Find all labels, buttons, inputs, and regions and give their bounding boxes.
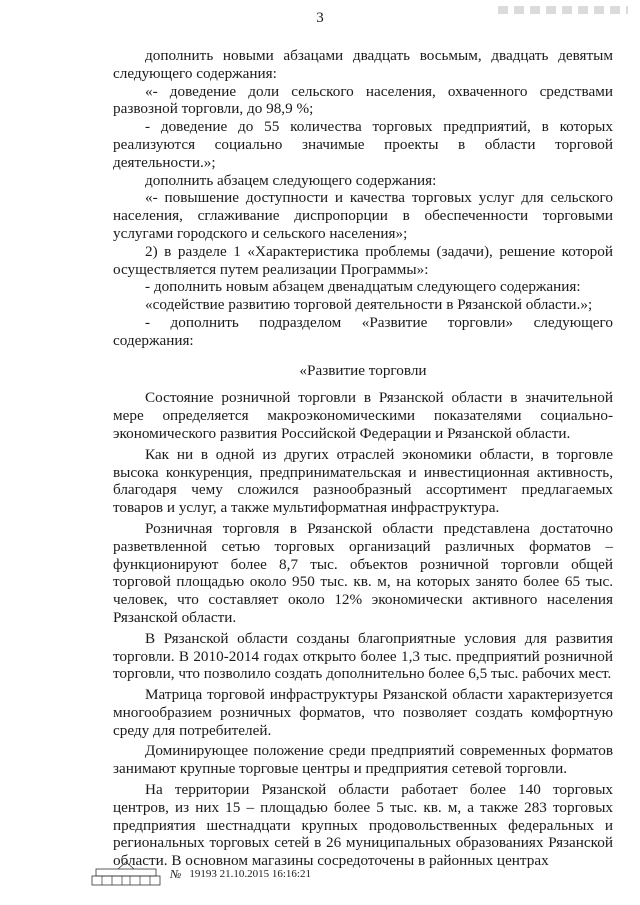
paragraph: На территории Рязанской области работает более 140 торговых центров, из них 15 – площадью более 5 тыс. кв. м, а также 283 торговых предприятия шестнадцати крупных продовольственных федеральных и региональных торговых сетей в 26 муниципальных образованиях Рязанской области. В основном магазины сосредоточены в районных центрах (113, 781, 613, 870)
paragraph: Доминирующее положение среди предприятий современных форматов занимают крупные торговые центры и предприятия сетевой торговли. (113, 742, 613, 778)
paragraph: 2) в разделе 1 «Характеристика проблемы (задачи), решение которой осуществляется путем реализации Программы»: (113, 242, 613, 278)
paragraph: Состояние розничной торговли в Рязанской области в значительной мере определяется макроэкономическими показателями социально-экономического развития Российской Федерации и Рязанской области. (113, 389, 613, 442)
paragraph: «- доведение доли сельского населения, охваченного средствами развозной торговли, до 98,9 %; (113, 82, 613, 118)
paragraph: «содействие развитию торговой деятельности в Рязанской области.»; (145, 296, 593, 314)
building-stamp-icon (90, 860, 162, 888)
paragraph: дополнить абзацем следующего содержания: (145, 171, 437, 189)
paragraph: дополнить новыми абзацами двадцать восьмым, двадцать девятым следующего содержания: (113, 47, 613, 82)
paragraph: Матрица торговой инфраструктуры Рязанской области характеризуется многообразием розничных форматов, что позволяет создать комфортную среду для потребителей. (113, 686, 613, 739)
paragraph: - дополнить новым абзацем двенадцатым следующего содержания: (145, 278, 581, 296)
paragraph: В Рязанской области созданы благоприятные условия для развития торговли. В 2010-2014 годах открыто более 1,3 тыс. предприятий розничной торговли, что позволило создать дополнительно более 6,5 тыс. рабочих мест. (113, 629, 613, 683)
paragraph: «- повышение доступности и качества торговых услуг для сельского населения, сглаживание диспропорции в обеспеченности торговыми услугами городского и сельского населения»; (113, 189, 613, 242)
registration-stamp: 19193 21.10.2015 16:16:21 (189, 868, 311, 880)
document-body (113, 47, 613, 870)
page-number: 3 (316, 10, 324, 26)
section-heading: «Развитие торговли (299, 361, 427, 379)
paragraph: - дополнить подразделом «Развитие торговли» следующего содержания: (113, 313, 613, 349)
paragraph: - доведение до 55 количества торговых предприятий, в которых реализуются социально значимые проекты в области торговой деятельности.»; (113, 118, 613, 171)
footer (90, 860, 311, 888)
paragraph: Как ни в одной из других отраслей экономики области, в торговле высока конкуренция, предпринимательская и инвестиционная активность, благодаря чему сложился разнообразный ассортимент предлагаемых товаров и услуг, а также мультиформатная инфраструктура. (113, 445, 613, 517)
number-sign: № (170, 866, 182, 881)
paragraph: Розничная торговля в Рязанской области представлена достаточно разветвленной сетью торговых организаций различных форматов – функционируют более 8,7 тыс. объектов розничной торговли общей торговой площадью около 950 тыс. кв. м, на которых занято более 65 тыс. человек, что составляет около 12% экономически активного населения Рязанской области. (113, 519, 613, 626)
